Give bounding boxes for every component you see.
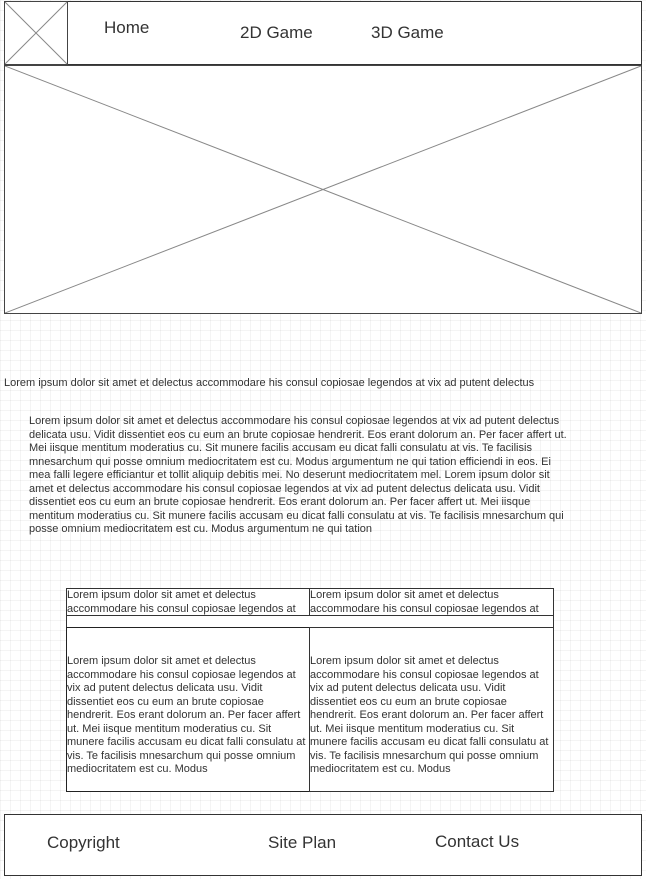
footer-copyright-link[interactable]: Copyright [47,833,120,852]
hero-image-placeholder [4,65,642,314]
grid-header-right: Lorem ipsum dolor sit amet et delectus accommodare his consul copiosae legendos at [310,589,539,615]
grid-body-right: Lorem ipsum dolor sit amet et delectus accommodare his consul copiosae legendos at vix ad putent delectus delicata usu. Vidit dissentiet eos cu eum an brute copiosae hendrerit. Eos erant dolorum an. Per facer affert ut. Mei iisque mentitum moderatius cu. Sit munere facilis accusam eu dicat falli consulatu at vis. Te facilisis mnesarchum qui posse omnium mediocritatem est cu. Modus [310,655,549,775]
nav-home-link[interactable]: Home [104,18,150,37]
content-grid [66,588,554,792]
grid-body-left: Lorem ipsum dolor sit amet et delectus accommodare his consul copiosae legendos at vix ad putent delectus delicata usu. Vidit dissentiet eos cu eum an brute copiosae hendrerit. Eos erant dolorum an. Per facer affert ut. Mei iisque mentitum moderatius cu. Sit munere facilis accusam eu dicat falli consulatu at vis. Te facilisis mnesarchum qui posse omnium mediocritatem est cu. Modus [67,655,306,775]
footer-site-plan-link[interactable]: Site Plan [268,833,337,852]
hero-image-cross [5,66,641,313]
nav-3d-game-link[interactable]: 3D Game [371,23,444,42]
nav-bar [4,1,642,65]
footer-contact-link[interactable]: Contact Us [435,832,520,851]
logo-placeholder-cross [5,2,67,64]
intro-body: Lorem ipsum dolor sit amet et delectus accommodare his consul copiosae legendos at vix ad putent delectus delicata usu. Vidit dissentiet eos cu eum an brute copiosae hendrerit. Eos erant dolorum an. Per facer affert ut. Mei iisque mentitum moderatius cu. Sit munere facilis accusam eu dicat falli consulatu at vis. Te facilisis mnesarchum qui posse omnium mediocritatem est cu. Modus argumentum ne qui tation efficiendi in eos. Ei mea falli legere efficiantur et tollit aliquip debitis mei. No deserunt mediocritatem mel. Lorem ipsum dolor sit amet et delectus accommodare his consul copiosae legendos at vix ad putent delectus delicata usu. Vidit dissentiet eos cu eum an brute copiosae hendrerit. Eos erant dolorum an. Per facer affert ut. Mei iisque mentitum moderatius cu. Sit munere facilis accusam eu dicat falli consulatu at vis. Te facilisis mnesarchum qui posse omnium mediocritatem est cu. Modus argumentum ne qui tation [29,415,567,535]
logo-placeholder[interactable] [4,1,68,65]
grid-header-left: Lorem ipsum dolor sit amet et delectus accommodare his consul copiosae legendos at [67,589,296,615]
nav-2d-game-link[interactable]: 2D Game [240,23,313,42]
intro-heading: Lorem ipsum dolor sit amet et delectus accommodare his consul copiosae legendos at vix ad putent delectus [4,377,535,389]
